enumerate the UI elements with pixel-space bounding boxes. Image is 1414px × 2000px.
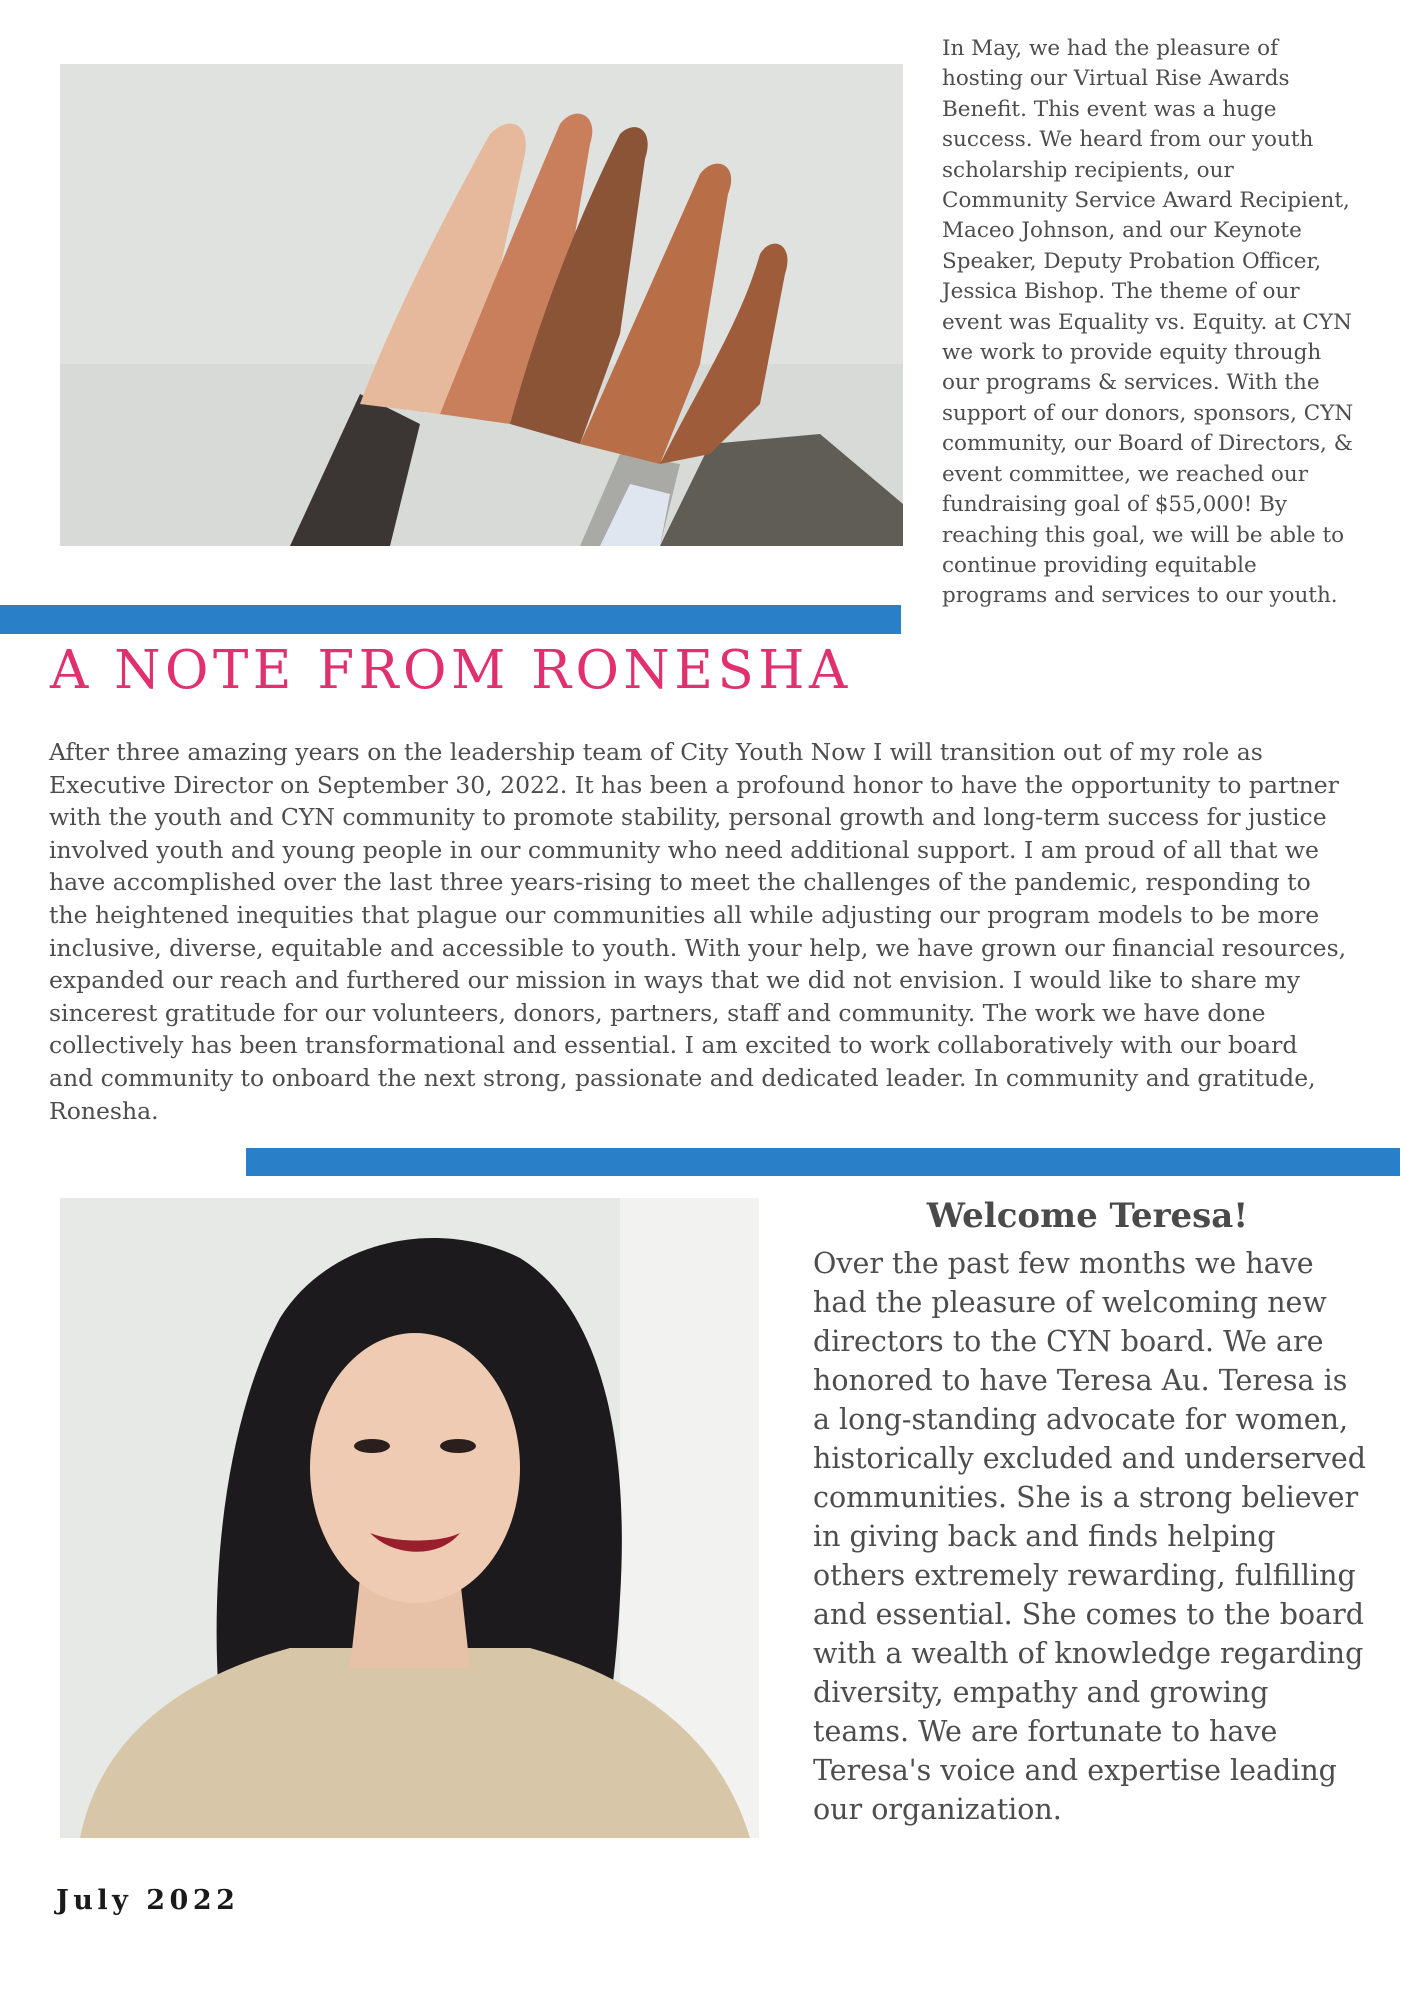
welcome-title: Welcome Teresa!: [926, 1196, 1249, 1236]
blue-divider-bar: [0, 605, 901, 634]
note-body: After three amazing years on the leadership team of City Youth Now I will transition out of my role as Executive Director on September 30, 2022. It has been a profound honor to have the opportunity to partner with the youth and CYN community to promote stability, personal growth and long-term success for justice involved youth and young people in our community who need additional support. I am proud of all that we have accomplished over the last three years-rising to meet the challenges of the pandemic, responding to the heightened inequities that plague our communities all while adjusting our program models to be more inclusive, diverse, equitable and accessible to youth. With your help, we have grown our financial resources, expanded our reach and furthered our mission in ways that we did not envision. I would like to share my sincerest gratitude for our volunteers, donors, partners, staff and community. The work we have done collectively has been transformational and essential. I am excited to work collaboratively with our board and community to onboard the next strong, passionate and dedicated leader. In community and gratitude, Ronesha.: [49, 738, 1347, 1125]
issue-date: July 2022: [56, 1885, 240, 1916]
high-five-hands-photo: [60, 64, 903, 546]
note-title: A NOTE FROM RONESHA: [50, 640, 852, 701]
rise-awards-summary: In May, we had the pleasure of hosting our Virtual Rise Awards Benefit. This event was a huge success. We heard from our youth scholarship recipients, our Community Service Award Recipient, Maceo Johnson, and our Keynote Speaker, Deputy Probation Officer, Jessica Bishop. The theme of our event was Equality vs. Equity. at CYN we work to provide equity through our programs & services. With the support of our donors, sponsors, CYN community, our Board of Directors, & event committee, we reached our fundraising goal of $55,000! By reaching this goal, we will be able to continue providing equitable programs and services to our youth.: [942, 36, 1354, 609]
blue-divider-bar: [246, 1148, 1400, 1176]
teresa-portrait-photo: [60, 1198, 759, 1838]
welcome-body: Over the past few months we have had the pleasure of welcoming new directors to the CYN board. We are honored to have Teresa Au. Teresa is a long-standing advocate for women, historically excluded and underserved communities. She is a strong believer in giving back and finds helping others extremely rewarding, fulfilling and essential. She comes to the board with a wealth of knowledge regarding diversity, empathy and growing teams. We are fortunate to have Teresa's voice and expertise leading our organization.: [813, 1247, 1366, 1826]
